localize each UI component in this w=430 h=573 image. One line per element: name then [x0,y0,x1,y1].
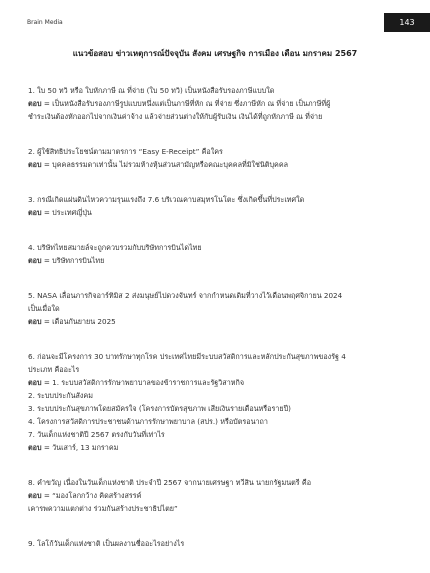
answer-text: = วันเสาร์, 13 มกราคม [43,443,119,452]
answer-label: ตอบ [28,256,42,265]
question-text: 5. NASA เลื่อนภารกิจอาร์ทิมิส 2 ส่งมนุษย์ไปดวงจันทร์ จากกำหนดเดิมที่วางไว้เดือนพฤศจิกายน 2024 [28,291,343,300]
answer-text: = เป็นหนังสือรับรองภาษีรูปแบบหนึ่งแต่เป็นภาษีที่หัก ณ ที่จ่าย ซึ่งภาษีหัก ณ ที่จ่าย เป็นภาษีที่ผู้ [43,99,331,108]
question-text-continuation: ประเภท คืออะไร [28,365,80,374]
question-text: 9. โลโก้วันเด็กแห่งชาติ เป็นผลงานชื่ออะไรอย่างไร [28,539,185,548]
question-text: 3. กรณีเกิดแผ่นดินไหวความรุนแรงถึง 7.6 บริเวณคาบสมุทรโนโตะ ซึ่งเกิดขึ้นที่ประเทศใด [28,195,305,204]
question-2 [28,145,406,171]
answer-line [28,158,406,171]
question-5 [28,289,406,328]
question-6 [28,350,406,454]
answer-line [28,376,406,389]
answer-line [28,441,406,454]
question-4 [28,241,406,267]
question-3 [28,193,406,219]
question-9 [28,537,406,550]
page-number-badge: 143 [384,13,430,32]
list-item: 4. โครงการสวัสดิการประชาชนด้านการรักษาพยาบาล (สปร.) หรือบัตรอนาถา [28,417,268,426]
question-text: 2. ผู้ใช้สิทธิประโยชน์ตามมาตรการ “Easy E-Receipt” คือใคร [28,147,223,156]
page-header [0,0,430,42]
question-text-continuation: เป็นเมื่อใด [28,304,60,313]
list-item: 2. ระบบประกันสังคม [28,391,93,400]
answer-label: ตอบ [28,491,42,500]
list-item: 3. ระบบประกันสุขภาพโดยสมัครใจ (โครงการบัตรสุขภาพ เสียเงินรายเดือนหรือรายปี) [28,404,291,413]
question-text: 1. ใบ 50 ทวิ หรือ ใบหักภาษี ณ ที่จ่าย (ใบ 50 ทวิ) เป็นหนังสือรับรองภาษีแบบใด [28,86,275,95]
answer-text: = “มองโลกกว้าง คิดสร้างสรรค์ [43,491,142,500]
answer-text: = บุคคลธรรมดาเท่านั้น ไม่รวมห้างหุ้นส่วนสามัญหรือคณะบุคคลที่มิใช่นิติบุคคล [43,160,289,169]
answer-text: = บริษัทการบินไทย [43,256,105,265]
brand-name: Brain Media [27,19,63,26]
answer-label: ตอบ [28,160,42,169]
question-text: 6. ก่อนจะมีโครงการ 30 บาทรักษาทุกโรค ประเทศไทยมีระบบสวัสดิการและหลักประกันสุขภาพของรัฐ 4 [28,352,346,361]
answer-label: ตอบ [28,99,42,108]
answer-continuation: เคารพความแตกต่าง ร่วมกันสร้างประชาธิปไตย” [28,504,178,513]
answer-continuation: ชำระเงินต้องหักออกไปจากเงินค่าจ้าง แล้วจ่ายส่วนต่างให้กับผู้รับเงิน เงินได้ที่ถูกหักภาษี ณ ที่จ่าย [28,112,323,121]
answer-label: ตอบ [28,208,42,217]
answer-text: = เดือนกันยายน 2025 [43,317,116,326]
question-text: 4. บริษัทไทยสมายล์จะถูกควบรวมกับบริษัทการบินไดไทย [28,243,202,252]
answer-label: ตอบ [28,317,42,326]
answer-line [28,489,406,502]
question-text: 8. คำขวัญ เนื่องในวันเด็กแห่งชาติ ประจำปี 2567 จากนายเศรษฐา ทวีสิน นายกรัฐมนตรี คือ [28,478,312,487]
page-title: แนวข้อสอบ ข่าวเหตุการณ์ปัจจุบัน สังคม เศรษฐกิจ การเมือง เดือน มกราคม 2567 [72,49,358,58]
answer-line [28,315,406,328]
answer-label: ตอบ [28,378,42,387]
answer-line [28,206,406,219]
list-item: 7. วันเด็กแห่งชาติปี 2567 ตรงกับวันที่เท่าไร [28,430,165,439]
answer-text: = ประเทศญี่ปุ่น [43,208,92,217]
answer-label: ตอบ [28,443,42,452]
question-8 [28,476,406,515]
answer-text: = 1. ระบบสวัสดิการรักษาพยาบาลของข้าราชการและรัฐวิสาหกิจ [43,378,245,387]
answer-line [28,97,406,110]
question-list [28,84,406,572]
question-1 [28,84,406,123]
answer-line [28,254,406,267]
